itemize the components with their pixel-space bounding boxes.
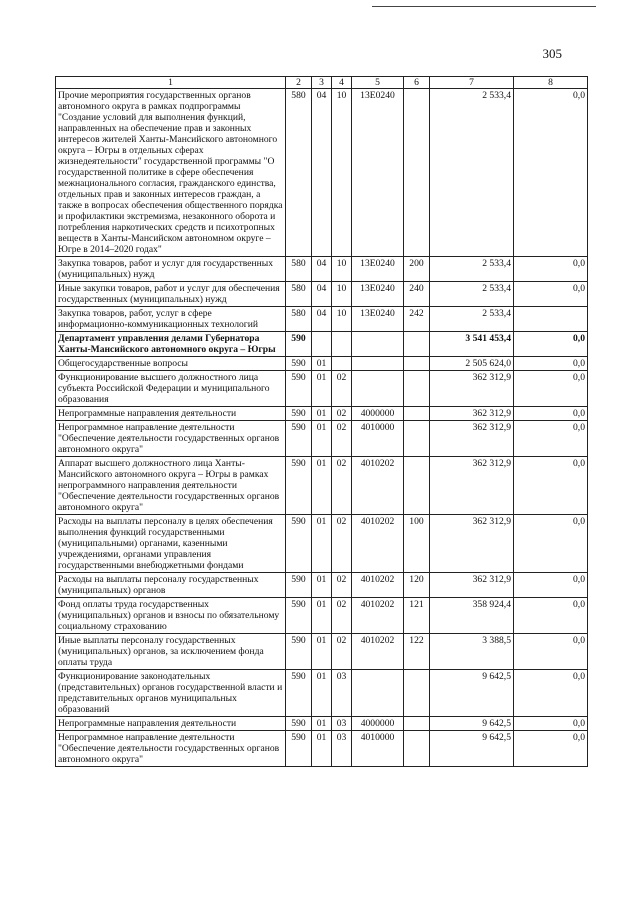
subsection-cell: 03: [332, 731, 352, 767]
section-cell: 01: [312, 670, 332, 717]
code-cell: 590: [286, 515, 312, 573]
code-cell: 590: [286, 670, 312, 717]
code-cell: 590: [286, 457, 312, 515]
amount-cell: 362 312,9: [430, 371, 514, 407]
amount-cell: 2 533,4: [430, 89, 514, 257]
table-row: [56, 573, 588, 598]
expense-type-cell: 121: [404, 598, 430, 634]
section-cell: 01: [312, 515, 332, 573]
amount-cell: 9 642,5: [430, 717, 514, 731]
row-name-cell: Непрограммные направления деятельности: [56, 717, 286, 731]
table-row: [56, 89, 588, 257]
table-row: [56, 407, 588, 421]
amount-cell: 0,0: [514, 717, 588, 731]
code-cell: 590: [286, 573, 312, 598]
code-cell: 580: [286, 89, 312, 257]
expense-type-cell: [404, 670, 430, 717]
table-row: [56, 282, 588, 307]
amount-cell: 3 541 453,4: [430, 332, 514, 357]
code-cell: 580: [286, 257, 312, 282]
row-name-cell: Департамент управления делами Губернатора Ханты-Мансийского автономного округа – Югры: [56, 332, 286, 357]
expense-type-cell: [404, 731, 430, 767]
budget-table: [55, 76, 588, 767]
amount-cell: 9 642,5: [430, 731, 514, 767]
section-cell: 01: [312, 421, 332, 457]
subsection-cell: 02: [332, 421, 352, 457]
row-name-cell: Фонд оплаты труда государственных (муниципальных) органов и взносы по обязательному социальному страхованию: [56, 598, 286, 634]
amount-cell: 0,0: [514, 257, 588, 282]
table-row: [56, 421, 588, 457]
expense-type-cell: [404, 457, 430, 515]
amount-cell: 0,0: [514, 407, 588, 421]
column-header: 1: [56, 77, 286, 89]
amount-cell: 0,0: [514, 332, 588, 357]
expense-type-cell: [404, 332, 430, 357]
expense-type-cell: [404, 407, 430, 421]
row-name-cell: Закупка товаров, работ, услуг в сфере информационно-коммуникационных технологий: [56, 307, 286, 332]
amount-cell: 0,0: [514, 421, 588, 457]
section-cell: 01: [312, 598, 332, 634]
amount-cell: 3 388,5: [430, 634, 514, 670]
section-cell: 01: [312, 371, 332, 407]
table-row: [56, 307, 588, 332]
table-row: [56, 598, 588, 634]
amount-cell: 0,0: [514, 89, 588, 257]
amount-cell: 9 642,5: [430, 670, 514, 717]
code-cell: 590: [286, 407, 312, 421]
expense-type-cell: 122: [404, 634, 430, 670]
expense-type-cell: [404, 89, 430, 257]
table-row: [56, 357, 588, 371]
expense-type-cell: 242: [404, 307, 430, 332]
expense-type-cell: 120: [404, 573, 430, 598]
amount-cell: 362 312,9: [430, 421, 514, 457]
table-row: [56, 634, 588, 670]
expense-type-cell: 200: [404, 257, 430, 282]
row-name-cell: Непрограммные направления деятельности: [56, 407, 286, 421]
expense-type-cell: 240: [404, 282, 430, 307]
table-row: [56, 371, 588, 407]
section-cell: 01: [312, 357, 332, 371]
subsection-cell: 02: [332, 515, 352, 573]
code-cell: 590: [286, 357, 312, 371]
amount-cell: 0,0: [514, 573, 588, 598]
code-cell: 590: [286, 598, 312, 634]
row-name-cell: Функционирование высшего должностного лица субъекта Российской Федерации и муниципального образования: [56, 371, 286, 407]
row-name-cell: Прочие мероприятия государственных органов автономного округа в рамках подпрограммы "Создание условий для выполнения функций, направленных на обеспечение прав и законных интересов жителей Ханты-Мансийского автономного округа – Югры в отдельных сферах жизнедеятельности" государственной программы "О государственной политике в сфере обеспечения межнационального согласия, гражданского единства, отдельных прав и законных интересов граждан, а также в вопросах обеспечения общественного порядка и профилактики экстремизма, незаконного оборота и потребления наркотических средств и психотропных веществ в Ханты-Мансийском автономном округе – Югре в 2014–2020 годах": [56, 89, 286, 257]
amount-cell: 0,0: [514, 371, 588, 407]
target-article-cell: 4010202: [352, 457, 404, 515]
subsection-cell: 10: [332, 282, 352, 307]
amount-cell: 2 533,4: [430, 257, 514, 282]
amount-cell: 362 312,9: [430, 407, 514, 421]
page-number: 305: [542, 46, 562, 61]
target-article-cell: 4010000: [352, 731, 404, 767]
section-cell: 04: [312, 257, 332, 282]
target-article-cell: [352, 357, 404, 371]
subsection-cell: 02: [332, 634, 352, 670]
subsection-cell: 03: [332, 670, 352, 717]
code-cell: 590: [286, 332, 312, 357]
table-body: [56, 89, 588, 767]
row-name-cell: Расходы на выплаты персоналу государственных (муниципальных) органов: [56, 573, 286, 598]
column-header: 2: [286, 77, 312, 89]
table-row: [56, 332, 588, 357]
amount-cell: 0,0: [514, 670, 588, 717]
subsection-cell: 02: [332, 598, 352, 634]
subsection-cell: 02: [332, 371, 352, 407]
target-article-cell: 4010000: [352, 421, 404, 457]
subsection-cell: 02: [332, 407, 352, 421]
amount-cell: 362 312,9: [430, 573, 514, 598]
target-article-cell: 4000000: [352, 407, 404, 421]
code-cell: 580: [286, 307, 312, 332]
column-header: 4: [332, 77, 352, 89]
subsection-cell: 03: [332, 717, 352, 731]
table-row: [56, 717, 588, 731]
column-header: 5: [352, 77, 404, 89]
target-article-cell: [352, 670, 404, 717]
section-cell: [312, 332, 332, 357]
row-name-cell: Общегосударственные вопросы: [56, 357, 286, 371]
amount-cell: 0,0: [514, 282, 588, 307]
target-article-cell: 13Е0240: [352, 257, 404, 282]
amount-cell: 2 505 624,0: [430, 357, 514, 371]
row-name-cell: Расходы на выплаты персоналу в целях обеспечения выполнения функций государственными (муниципальными) органами, казенными учреждениями, органами управления государственными внебюджетными фондами: [56, 515, 286, 573]
section-cell: 01: [312, 717, 332, 731]
amount-cell: 0,0: [514, 731, 588, 767]
table-row: [56, 457, 588, 515]
section-cell: 01: [312, 731, 332, 767]
header-rule: [372, 6, 596, 7]
target-article-cell: [352, 332, 404, 357]
code-cell: 590: [286, 731, 312, 767]
row-name-cell: Иные выплаты персоналу государственных (муниципальных) органов, за исключением фонда оплаты труда: [56, 634, 286, 670]
section-cell: 01: [312, 407, 332, 421]
target-article-cell: 4010202: [352, 634, 404, 670]
subsection-cell: [332, 357, 352, 371]
subsection-cell: 10: [332, 89, 352, 257]
target-article-cell: 13Е0240: [352, 307, 404, 332]
section-cell: 01: [312, 457, 332, 515]
target-article-cell: 4010202: [352, 573, 404, 598]
expense-type-cell: [404, 357, 430, 371]
row-name-cell: Непрограммное направление деятельности "Обеспечение деятельности государственных органов автономного округа": [56, 731, 286, 767]
column-header: 7: [430, 77, 514, 89]
row-name-cell: Закупка товаров, работ и услуг для государственных (муниципальных) нужд: [56, 257, 286, 282]
table-row: [56, 670, 588, 717]
amount-cell: 362 312,9: [430, 457, 514, 515]
subsection-cell: 10: [332, 257, 352, 282]
section-cell: 04: [312, 307, 332, 332]
row-name-cell: Функционирование законодательных (представительных) органов государственной власти и представительных органов муниципальных образований: [56, 670, 286, 717]
code-cell: 590: [286, 371, 312, 407]
section-cell: 01: [312, 573, 332, 598]
section-cell: 04: [312, 282, 332, 307]
target-article-cell: 13Е0240: [352, 89, 404, 257]
table-header-row: [56, 77, 588, 89]
subsection-cell: 02: [332, 573, 352, 598]
amount-cell: 2 533,4: [430, 282, 514, 307]
expense-type-cell: [404, 371, 430, 407]
column-header: 6: [404, 77, 430, 89]
code-cell: 590: [286, 717, 312, 731]
amount-cell: 0,0: [514, 634, 588, 670]
expense-type-cell: [404, 421, 430, 457]
subsection-cell: [332, 332, 352, 357]
code-cell: 590: [286, 634, 312, 670]
amount-cell: 2 533,4: [430, 307, 514, 332]
target-article-cell: [352, 371, 404, 407]
row-name-cell: Иные закупки товаров, работ и услуг для обеспечения государственных (муниципальных) нужд: [56, 282, 286, 307]
table-row: [56, 257, 588, 282]
amount-cell: [514, 307, 588, 332]
code-cell: 590: [286, 421, 312, 457]
table-row: [56, 515, 588, 573]
target-article-cell: 13Е0240: [352, 282, 404, 307]
section-cell: 01: [312, 634, 332, 670]
column-header: 3: [312, 77, 332, 89]
amount-cell: 0,0: [514, 515, 588, 573]
amount-cell: 358 924,4: [430, 598, 514, 634]
expense-type-cell: [404, 717, 430, 731]
target-article-cell: 4010202: [352, 515, 404, 573]
row-name-cell: Непрограммное направление деятельности "Обеспечение деятельности государственных органов автономного округа": [56, 421, 286, 457]
expense-type-cell: 100: [404, 515, 430, 573]
target-article-cell: 4000000: [352, 717, 404, 731]
subsection-cell: 10: [332, 307, 352, 332]
subsection-cell: 02: [332, 457, 352, 515]
amount-cell: 0,0: [514, 357, 588, 371]
target-article-cell: 4010202: [352, 598, 404, 634]
table-row: [56, 731, 588, 767]
column-header: 8: [514, 77, 588, 89]
code-cell: 580: [286, 282, 312, 307]
amount-cell: 0,0: [514, 598, 588, 634]
section-cell: 04: [312, 89, 332, 257]
amount-cell: 0,0: [514, 457, 588, 515]
amount-cell: 362 312,9: [430, 515, 514, 573]
row-name-cell: Аппарат высшего должностного лица Ханты-Мансийского автономного округа – Югры в рамках непрограммного направления деятельности "Обеспечение деятельности государственных органов автономного округа": [56, 457, 286, 515]
